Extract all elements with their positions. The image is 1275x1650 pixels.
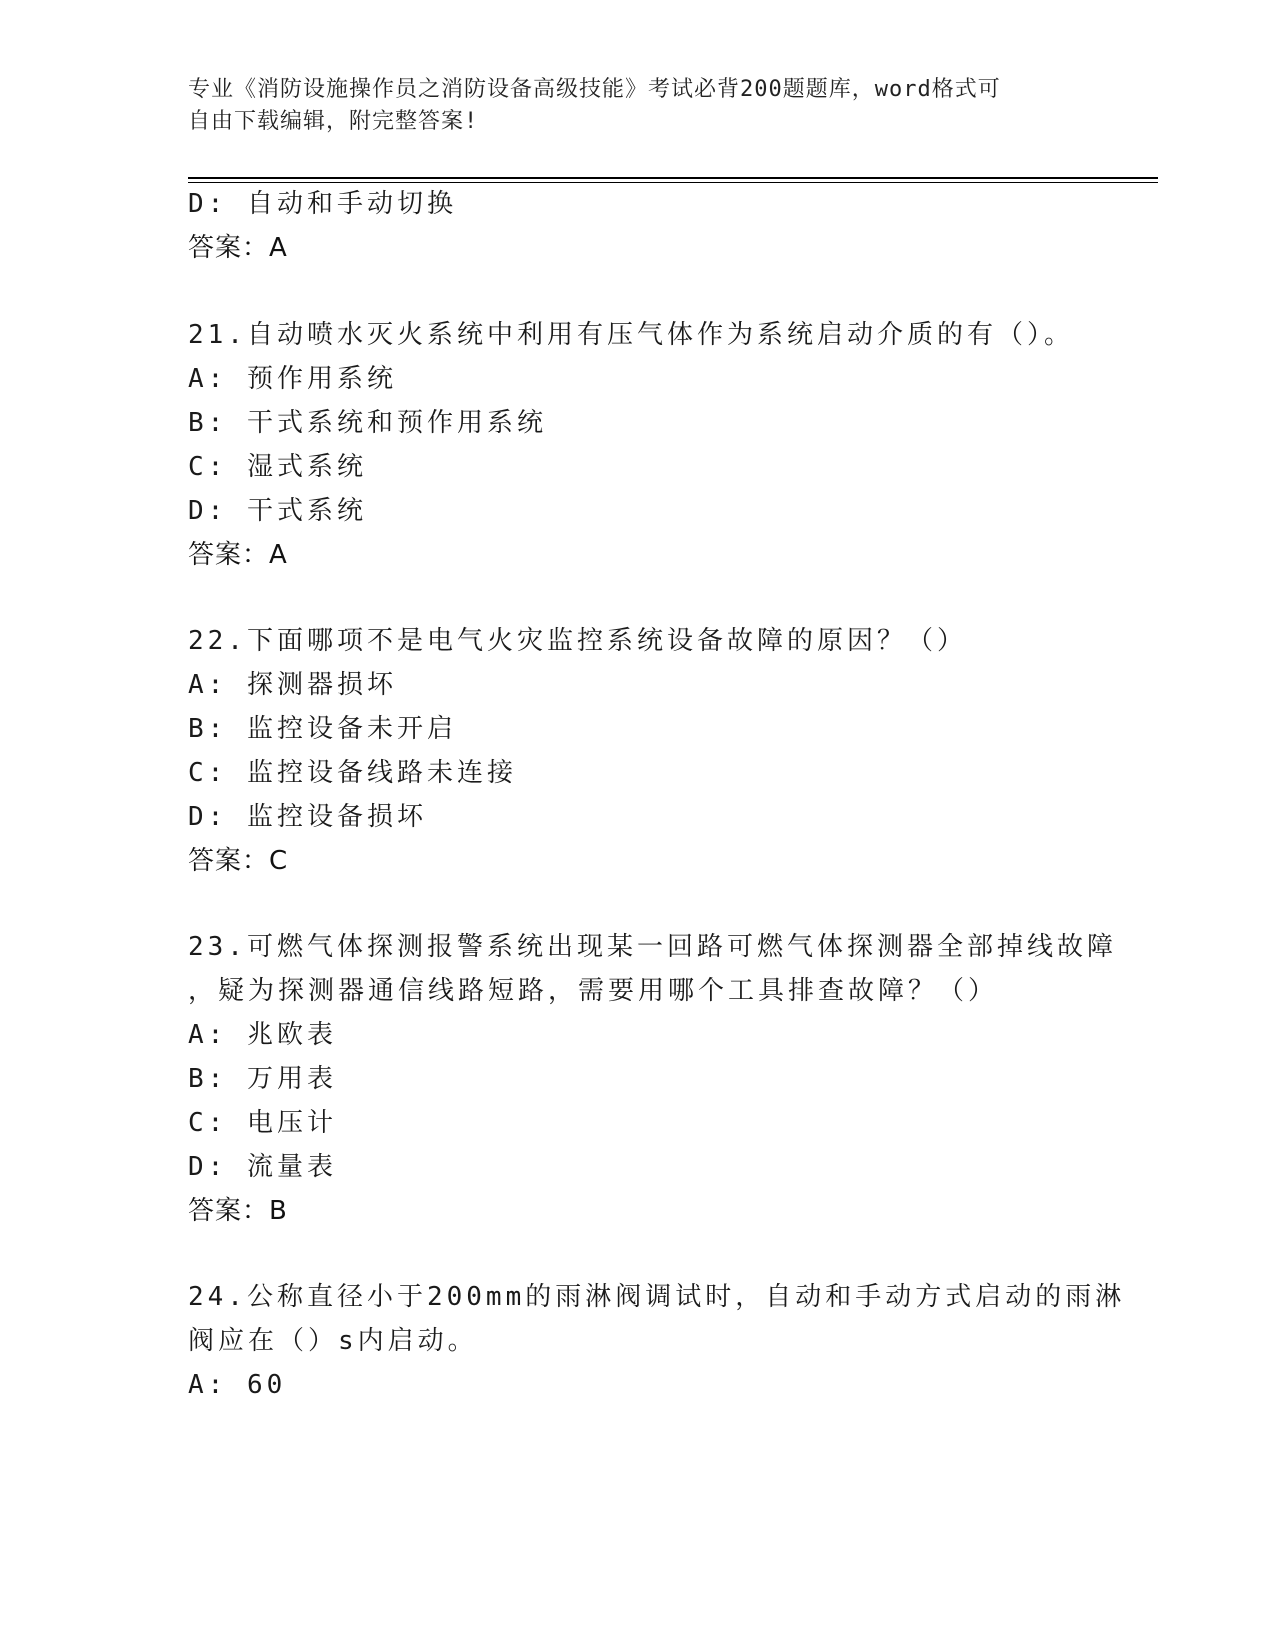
option-d: D: 监控设备损坏 [188, 802, 427, 832]
question-24-continued: 阀应在（）s内启动。 [188, 1326, 478, 1356]
option-c: C: 湿式系统 [188, 452, 367, 482]
header-line-2: 自由下载编辑，附完整答案! [188, 109, 479, 134]
option-c: C: 电压计 [188, 1108, 337, 1138]
option-b: B: 干式系统和预作用系统 [188, 408, 547, 438]
question-21: 21.自动喷水灭火系统中利用有压气体作为系统启动介质的有（）。 [188, 320, 1074, 350]
answer-line: 答案：C [188, 846, 289, 876]
option-a: A: 预作用系统 [188, 364, 397, 394]
answer-line: 答案：A [188, 233, 288, 263]
question-22: 22.下面哪项不是电气火灾监控系统设备故障的原因？（） [188, 626, 967, 656]
question-23: 23.可燃气体探测报警系统出现某一回路可燃气体探测器全部掉线故障 [188, 932, 1117, 962]
option-b: B: 万用表 [188, 1064, 337, 1094]
option-d: D: 流量表 [188, 1152, 337, 1182]
header-rule-thick [188, 177, 1158, 179]
question-24: 24.公称直径小于200mm的雨淋阀调试时，自动和手动方式启动的雨淋 [188, 1282, 1126, 1312]
answer-line: 答案：A [188, 540, 288, 570]
header-line-1: 专业《消防设施操作员之消防设备高级技能》考试必背200题题库，word格式可 [188, 77, 1001, 102]
document-header [188, 74, 1088, 138]
option-a: A: 60 [188, 1370, 287, 1400]
answer-line: 答案：B [188, 1196, 288, 1226]
option-a: A: 探测器损坏 [188, 670, 397, 700]
header-rule-thin [188, 182, 1158, 183]
option-b: B: 监控设备未开启 [188, 714, 457, 744]
option-c: C: 监控设备线路未连接 [188, 758, 517, 788]
option-d: D: 自动和手动切换 [188, 189, 457, 219]
question-23-continued: ，疑为探测器通信线路短路，需要用哪个工具排查故障？（） [188, 976, 999, 1006]
option-d: D: 干式系统 [188, 496, 367, 526]
option-a: A: 兆欧表 [188, 1020, 337, 1050]
